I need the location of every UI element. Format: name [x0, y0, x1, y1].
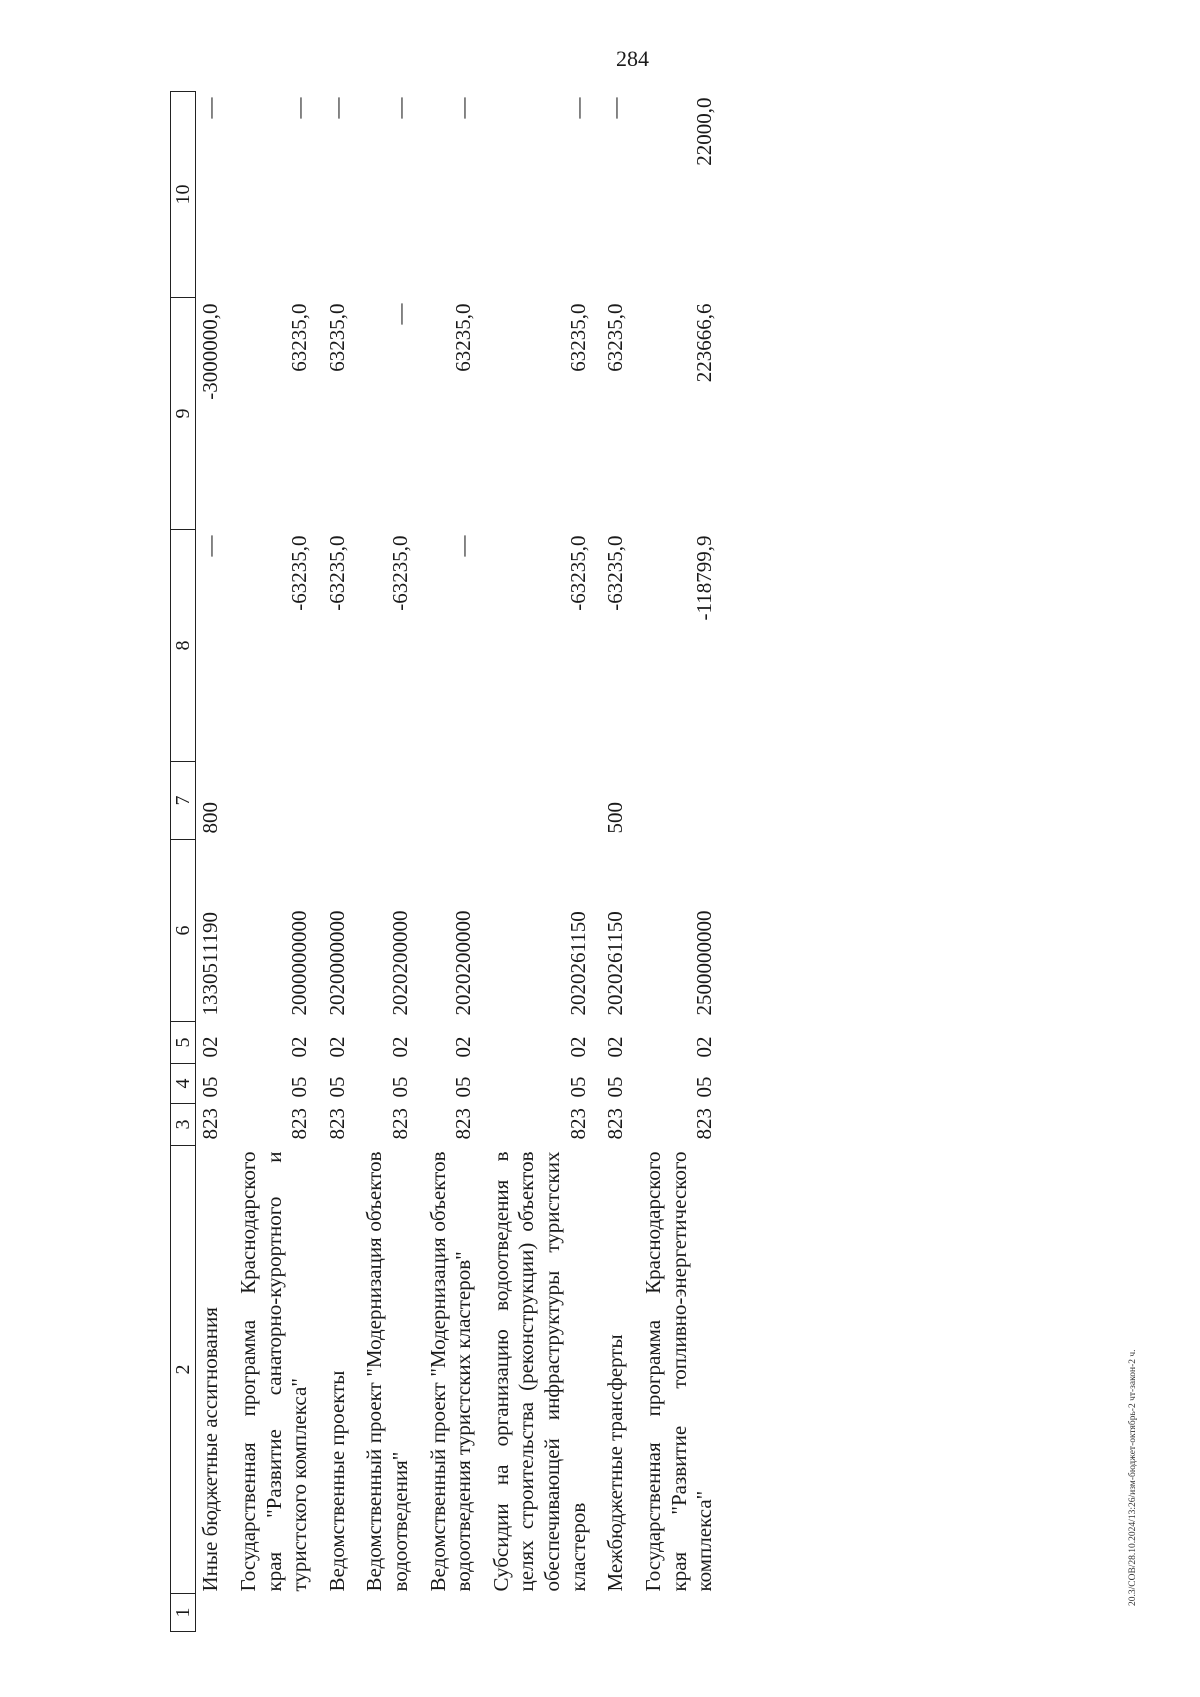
- cell-c4: 05: [692, 1076, 717, 1098]
- cell-c6: 2000000000: [287, 910, 312, 1016]
- row-name: Ведомственные проекты: [324, 1370, 349, 1592]
- cell-c6: 2500000000: [692, 910, 717, 1016]
- header-cell-5: 5: [171, 1022, 196, 1064]
- row-name: Межбюджетные трансферты: [603, 1334, 628, 1592]
- cell-c8: -63235,0: [287, 535, 312, 611]
- cell-c10: —: [287, 97, 312, 119]
- row-name: Ведомственный проект "Модернизация объектов водоотведения": [362, 1151, 413, 1592]
- cell-c3: 823: [692, 1108, 717, 1140]
- cell-c4: 05: [603, 1076, 628, 1098]
- cell-c4: 05: [451, 1076, 476, 1098]
- cell-c9: 63235,0: [603, 303, 628, 372]
- document-footer-code: 20.3/СОВ/28.10.2024/13:26/изм-бюджет-октябрь-2 чт-закон-2 ч.: [1128, 1349, 1138, 1606]
- cell-c9: 223666,6: [692, 303, 717, 383]
- cell-c4: 05: [388, 1076, 413, 1098]
- header-cell-4: 4: [171, 1064, 196, 1104]
- table-row: [639, 92, 728, 1632]
- cell-c9: 63235,0: [451, 303, 476, 372]
- cell-c9: 63235,0: [324, 303, 349, 372]
- table-row: [360, 92, 423, 1632]
- cell-c8: -63235,0: [565, 535, 590, 611]
- header-cell-10: 10: [171, 92, 196, 298]
- header-cell-1: 1: [171, 1594, 196, 1632]
- cell-c5: 02: [692, 1036, 717, 1058]
- cell-c3: 823: [603, 1108, 628, 1140]
- cell-c6: 2020200000: [388, 910, 413, 1016]
- cell-c4: 05: [324, 1076, 349, 1098]
- cell-c9: 63235,0: [287, 303, 312, 372]
- row-name: Ведомственный проект "Модернизация объектов водоотведения туристских кластеров": [425, 1151, 476, 1592]
- cell-c3: 823: [565, 1108, 590, 1140]
- header-cell-9: 9: [171, 298, 196, 530]
- cell-c10: —: [324, 97, 349, 119]
- cell-c10: 22000,0: [692, 97, 717, 166]
- header-cell-3: 3: [171, 1104, 196, 1146]
- header-cell-7: 7: [171, 762, 196, 840]
- cell-c4: 05: [565, 1076, 590, 1098]
- cell-c8: -63235,0: [388, 535, 413, 611]
- cell-c5: 02: [603, 1036, 628, 1058]
- cell-c4: 05: [198, 1076, 223, 1098]
- header-cell-6: 6: [171, 840, 196, 1022]
- row-name: Государственная программа Краснодарского края "Развитие топливно-энергетического комплекса": [640, 1151, 717, 1592]
- cell-c7: [424, 762, 487, 840]
- cell-c8: —: [198, 535, 223, 557]
- table-row: [234, 92, 323, 1632]
- cell-c6: 2020261150: [565, 911, 590, 1016]
- cell-c8: -63235,0: [324, 535, 349, 611]
- budget-table: [170, 91, 728, 1632]
- cell-c7: 800: [198, 802, 223, 834]
- cell-c8: -63235,0: [603, 535, 628, 611]
- cell-c3: 823: [388, 1108, 413, 1140]
- cell-c4: 05: [287, 1076, 312, 1098]
- cell-c9: —: [388, 303, 413, 325]
- page-number: 284: [616, 46, 649, 71]
- row-name: Государственная программа Краснодарского края "Развитие санаторно-курортного и туристского комплекса": [236, 1151, 312, 1592]
- header-cell-2: 2: [171, 1146, 196, 1594]
- rotated-table-container: [170, 92, 728, 1632]
- cell-c7: 500: [603, 802, 628, 834]
- cell-c3: 823: [287, 1108, 312, 1140]
- cell-c3: 823: [451, 1108, 476, 1140]
- cell-c5: 02: [324, 1036, 349, 1058]
- table-row: [487, 92, 601, 1632]
- table-header-row: [171, 92, 196, 1632]
- cell-c6: 2020200000: [451, 910, 476, 1016]
- cell-c6: 2020000000: [324, 910, 349, 1016]
- header-cell-8: 8: [171, 530, 196, 762]
- table-row: [196, 92, 234, 1632]
- cell-c10: —: [451, 97, 476, 119]
- cell-c6: 1330511190: [198, 912, 223, 1016]
- cell-c3: 823: [198, 1108, 223, 1140]
- cell-c5: 02: [388, 1036, 413, 1058]
- cell-c10: —: [388, 97, 413, 119]
- cell-c7: [234, 762, 323, 840]
- cell-c10: —: [565, 97, 590, 119]
- cell-c10: —: [198, 97, 223, 119]
- cell-c3: 823: [324, 1108, 349, 1140]
- cell-c5: 02: [565, 1036, 590, 1058]
- cell-c7: [360, 762, 423, 840]
- table-row: [601, 92, 639, 1632]
- row-name: Субсидии на организацию водоотведения в целях строительства (реконструкции) объектов обеспечивающей инфраструктуры туристских кластеров: [488, 1151, 590, 1592]
- row-name: Иные бюджетные ассигнования: [198, 1307, 223, 1592]
- cell-c10: —: [603, 97, 628, 119]
- cell-c7: [323, 762, 361, 840]
- table-row: [424, 92, 487, 1632]
- table-row: [323, 92, 361, 1632]
- cell-c6: 2020261150: [603, 911, 628, 1016]
- cell-c8: —: [451, 535, 476, 557]
- cell-c9: 63235,0: [565, 303, 590, 372]
- cell-c5: 02: [451, 1036, 476, 1058]
- cell-c9: -3000000,0: [198, 303, 223, 400]
- cell-c5: 02: [198, 1036, 223, 1058]
- cell-c7: [487, 762, 601, 840]
- cell-c7: [639, 762, 728, 840]
- cell-c5: 02: [287, 1036, 312, 1058]
- cell-c8: -118799,9: [692, 535, 717, 621]
